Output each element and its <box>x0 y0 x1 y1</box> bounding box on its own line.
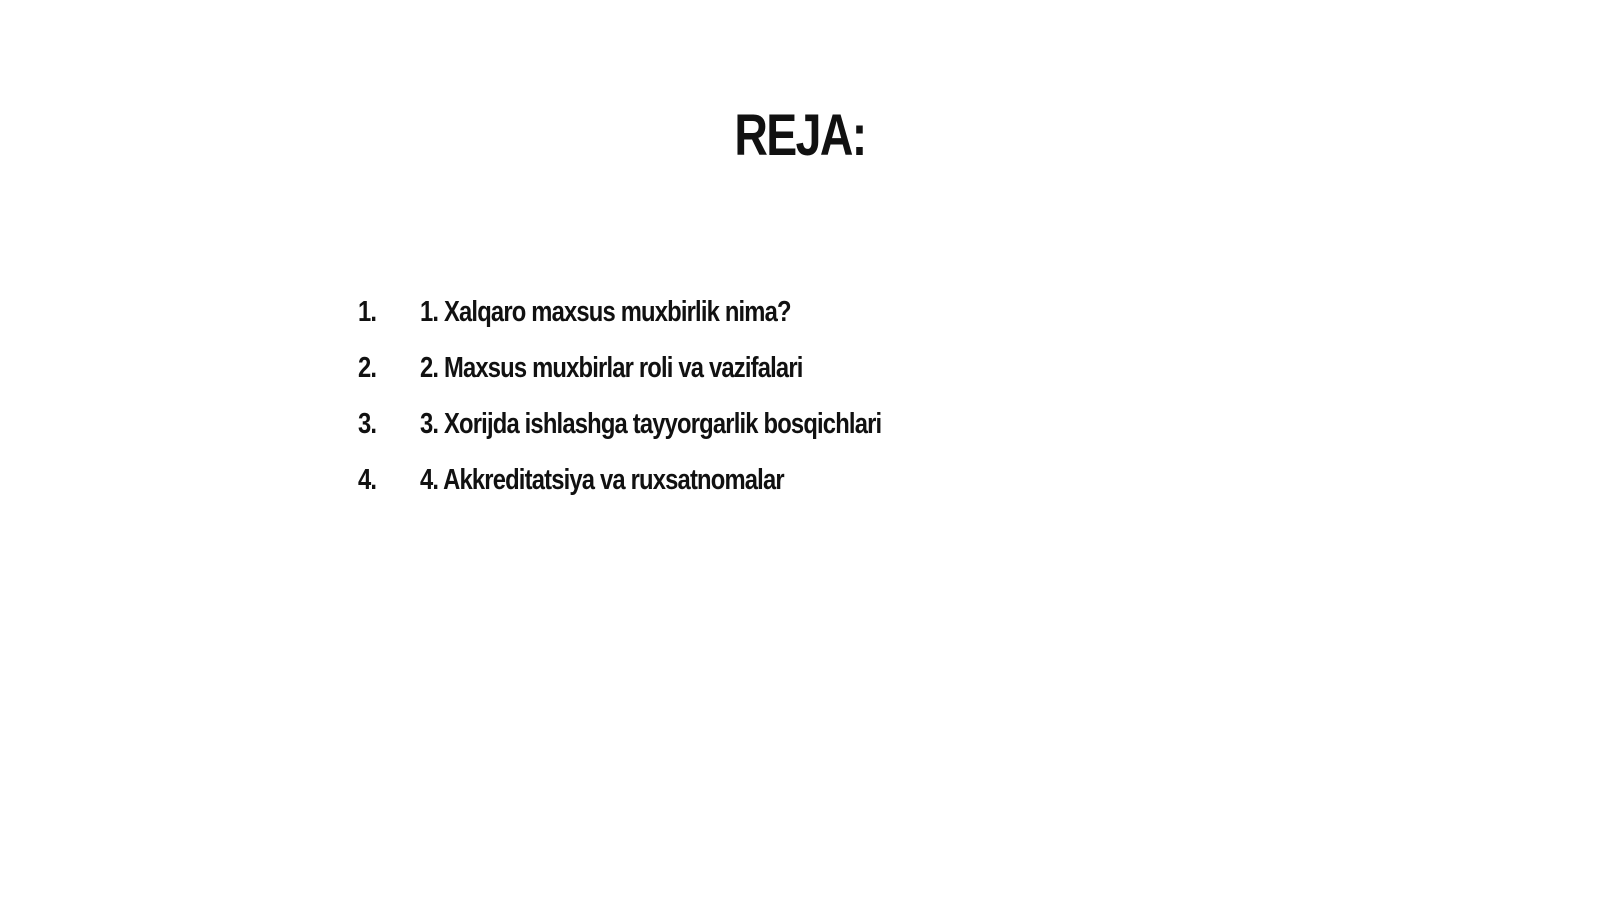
agenda-item-text: 4. Akkreditatsiya va ruxsatnomalar <box>420 463 784 496</box>
agenda-list <box>358 284 1258 508</box>
agenda-item <box>358 396 1258 452</box>
agenda-item-number: 2. <box>358 351 377 384</box>
agenda-item <box>358 340 1258 396</box>
agenda-item-text: 2. Maxsus muxbirlar roli va vazifalari <box>420 351 803 384</box>
agenda-item <box>358 452 1258 508</box>
agenda-item-number: 1. <box>358 295 377 328</box>
agenda-item-text: 1. Xalqaro maxsus muxbirlik nima? <box>420 295 791 328</box>
agenda-item-number: 4. <box>358 463 377 496</box>
slide-title: REJA: <box>734 103 866 168</box>
agenda-item-text: 3. Xorijda ishlashga tayyorgarlik bosqichlari <box>420 407 882 440</box>
agenda-item <box>358 284 1258 340</box>
agenda-item-number: 3. <box>358 407 377 440</box>
